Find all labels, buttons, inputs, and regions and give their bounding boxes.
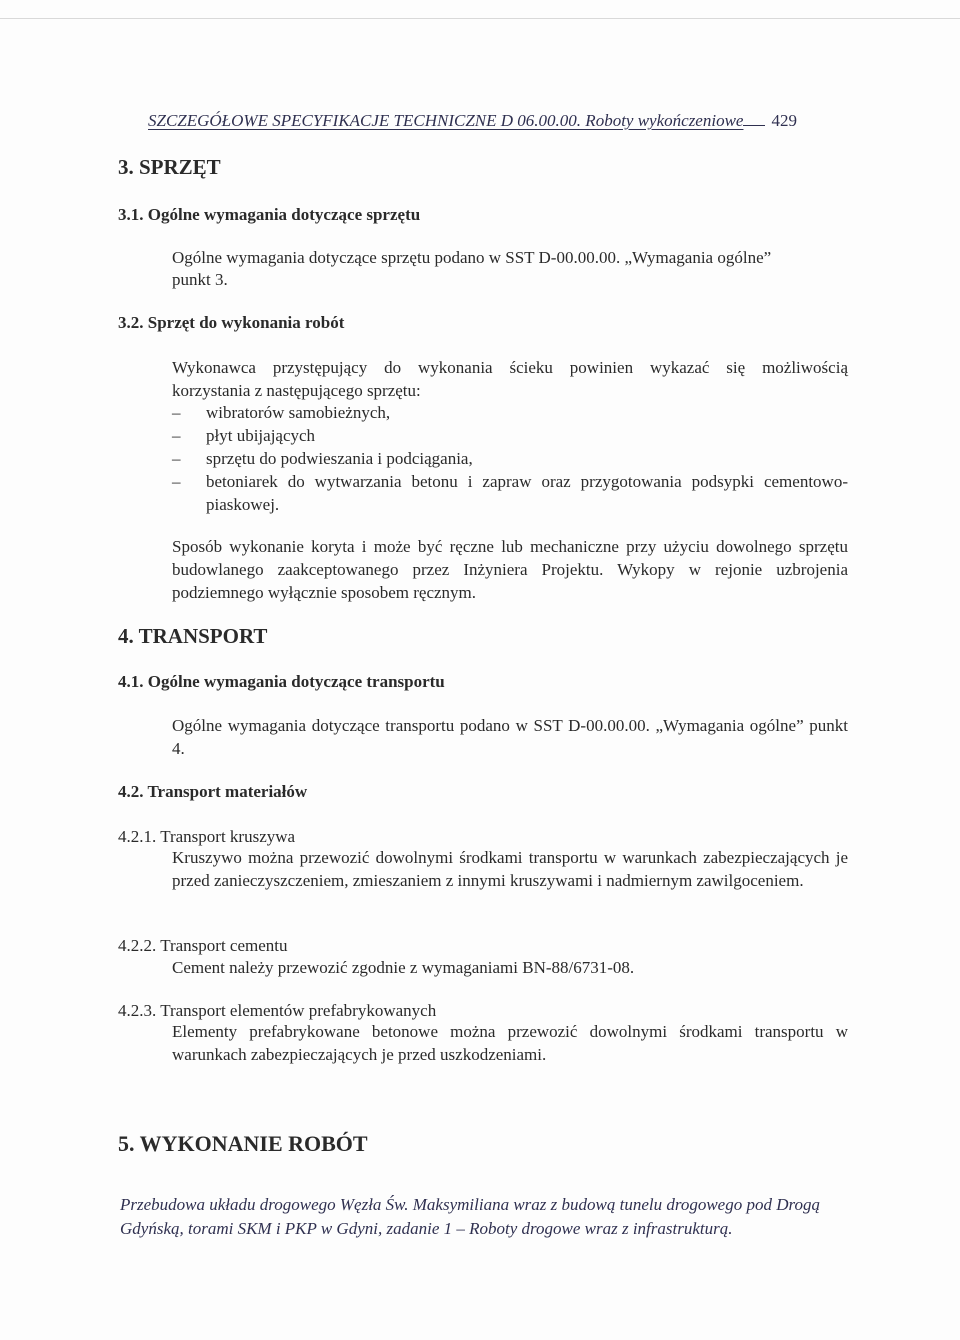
section-3-1-text-line2: punkt 3. [172,270,228,289]
section-4-2-3-text: Elementy prefabrykowane betonowe można przewozić dowolnymi środkami transportu w warunkach zabezpieczających je przed uszkodzeniami. [172,1022,848,1064]
page-header [148,111,797,131]
list-item: – płyt ubijających [172,426,316,445]
section-3-2-intro-line2: korzystania z następującego sprzętu: [172,381,421,400]
page-number: 429 [771,111,797,130]
list-item: – sprzętu do podwieszania i podciągania, [172,449,473,468]
section-4-1-text: Ogólne wymagania dotyczące transportu podano w SST D-00.00.00. „Wymagania ogólne” punkt 4. [172,716,848,758]
section-5-heading: 5. WYKONANIE ROBÓT [118,1131,368,1156]
section-4-2-1-heading: 4.2.1. Transport kruszywa [118,827,296,846]
page-footer: Przebudowa układu drogowego Węzła Św. Maksymiliana wraz z budową tunelu drogowego pod Drogą Gdyńską, torami SKM i PKP w Gdyni, zadanie 1 – Roboty drogowe wraz z infrastrukturą. [120,1195,820,1238]
section-3-1-heading: 3.1. Ogólne wymagania dotyczące sprzętu [118,205,421,224]
list-item: – betoniarek do wytwarzania betonu i zapraw oraz przygotowania podsypki cementowo-piaskowej. [172,472,848,514]
section-3-heading: 3. SPRZĘT [118,155,221,179]
section-4-1-heading: 4.1. Ogólne wymagania dotyczące transportu [118,672,445,691]
section-3-1-text-line1: Ogólne wymagania dotyczące sprzętu podano w SST D-00.00.00. „Wymagania ogólne” [172,248,772,267]
top-rule [0,18,960,19]
section-3-2-paragraph: Sposób wykonanie koryta i może być ręczne lub mechaniczne przy użyciu dowolnego sprzętu budowlanego zaakceptowanego przez Inżyniera Projektu. Wykopy w rejonie uzbrojenia podziemnego wyłącznie sposobem ręcznym. [172,537,848,602]
section-4-2-2-text: Cement należy przewozić zgodnie z wymaganiami BN-88/6731-08. [172,958,635,977]
section-4-2-2-heading: 4.2.2. Transport cementu [118,936,288,955]
list-item: – wibratorów samobieżnych, [172,403,391,422]
section-4-2-3-heading: 4.2.3. Transport elementów prefabrykowanych [118,1001,437,1020]
section-3-2-intro-line1: Wykonawca przystępujący do wykonania ścieku powinien wykazać się możliwością [172,358,848,377]
section-3-2-heading: 3.2. Sprzęt do wykonania robót [118,313,345,332]
section-4-2-1-text: Kruszywo można przewozić dowolnymi środkami transportu w warunkach zabezpieczających je przed zanieczyszczeniem, zmieszaniem z innymi kruszywami i nadmiernym zawilgoceniem. [172,848,848,890]
section-4-heading: 4. TRANSPORT [118,624,268,648]
section-4-2-heading: 4.2. Transport materiałów [118,782,308,801]
equipment-list [172,401,848,516]
header-title: SZCZEGÓŁOWE SPECYFIKACJE TECHNICZNE D 06.00.00. Roboty wykończeniowe [148,111,744,130]
